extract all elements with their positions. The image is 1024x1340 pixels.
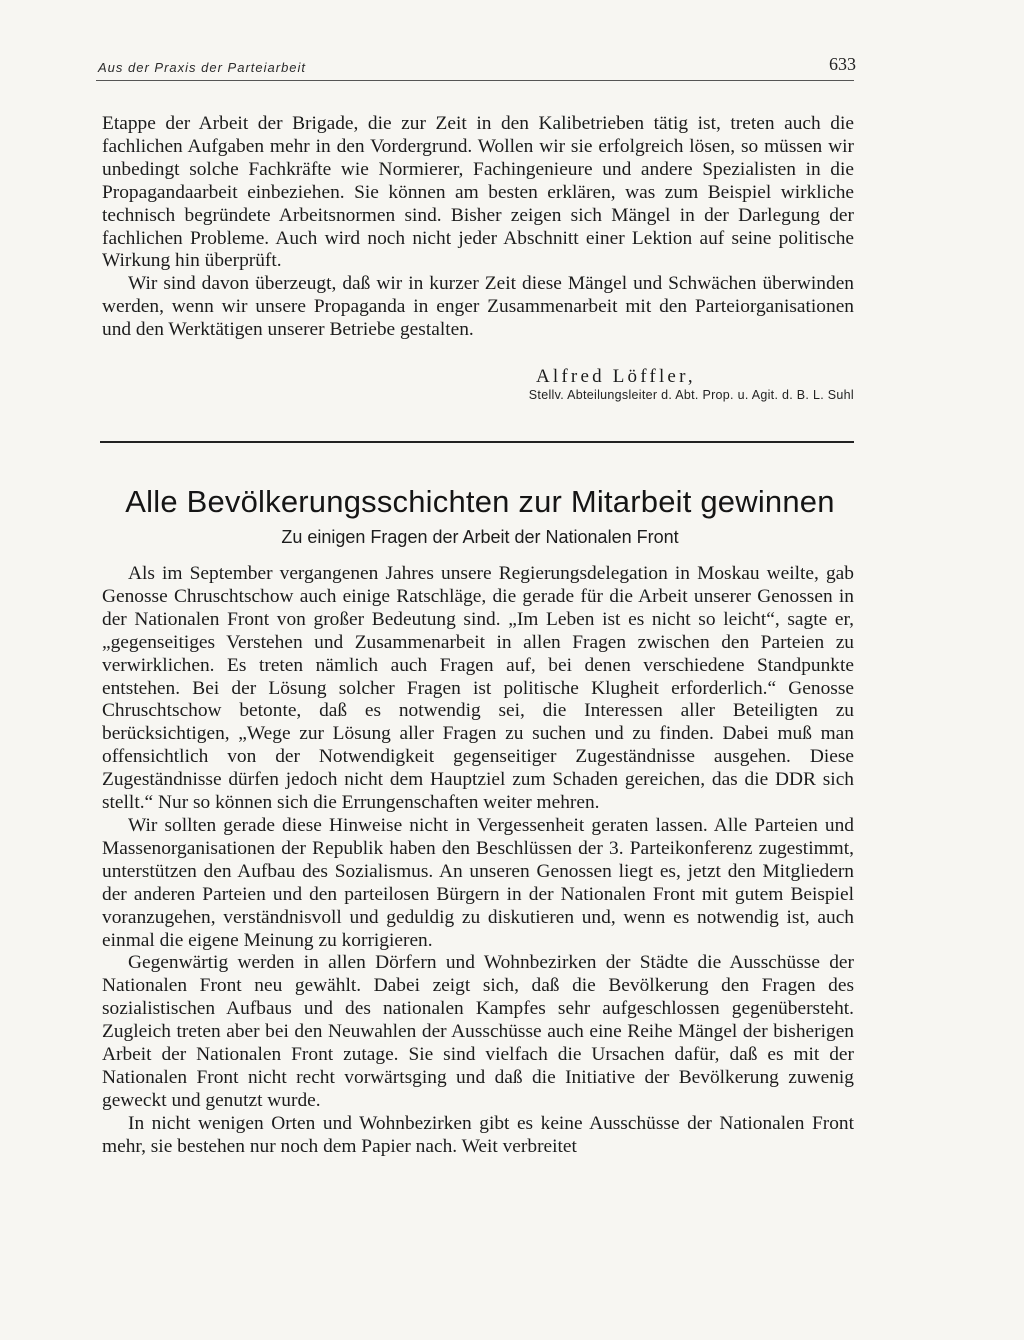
- author-signature: Alfred Löffler,: [536, 366, 696, 387]
- running-head: Aus der Praxis der Parteiarbeit: [98, 60, 307, 75]
- page-number: 633: [829, 54, 856, 74]
- paragraph: Als im September vergangenen Jahres unsere Regierungsdelegation in Moskau weilte, gab Genosse Chruschtschow auch einige Ratschläge, die gerade für die Arbeit unserer Genossen in der Nationalen Front von großer Bedeutung sind. „Im Leben ist es nicht so leicht“, sagte er, „gegenseitiges Verstehen und Zusammenarbeit in allen Fragen zwischen den Parteien zu verwirklichen. Es treten nämlich auch Fragen auf, bei denen verschiedene Standpunkte entstehen. Bei der Lösung solcher Fragen ist politische Klugheit erforderlich.“ Genosse Chruschtschow betonte, daß es notwendig sei, die Interessen aller Beteiligten zu berücksichtigen, „Wege zur Lösung aller Fragen zu suchen und zu finden. Dabei muß man offensichtlich von der Notwendigkeit gegenseitiger Zugeständnisse ausgehen. Diese Zugeständnisse dürfen jedoch nicht dem Hauptziel zum Schaden gereichen, das die DDR sich stellt.“ Nur so können sich die Errungenschaften weiter mehren.: [102, 563, 854, 814]
- paragraph: Wir sollten gerade diese Hinweise nicht in Vergessenheit geraten lassen. Alle Parteien und Massenorganisationen der Republik haben den Beschlüssen der 3. Parteikonferenz zugestimmt, unterstützen den Aufbau des Sozialismus. An unseren Genossen liegt es, jetzt den Mitgliedern der anderen Parteien und den parteilosen Bürgern in der Nationalen Front mit gutem Beispiel voranzugehen, verständnisvoll und geduldig zu diskutieren und, wenn es notwendig ist, auch einmal die eigene Meinung zu korrigieren.: [102, 814, 854, 951]
- paragraph: Etappe der Arbeit der Brigade, die zur Zeit in den Kalibetrieben tätig ist, treten auch die fachlichen Aufgaben mehr in den Vordergrund. Wollen wir sie erfolgreich lösen, so müssen wir unbedingt solche Fachkräfte wie Normierer, Fachingenieure und andere Spezialisten in die Propagandaarbeit einbeziehen. Sie können am besten erklären, was zum Beispiel wirkliche technisch begründete Arbeitsnormen sind. Bisher zeigen sich Mängel in der Darlegung der fachlichen Probleme. Auch wird noch nicht jeder Abschnitt einer Lektion auf seine politische Wirkung hin überprüft.: [102, 113, 854, 272]
- paragraph: In nicht wenigen Orten und Wohnbezirken gibt es keine Ausschüsse der Nationalen Front mehr, sie bestehen nur noch dem Papier nach. Weit verbreitet: [102, 1112, 854, 1157]
- article-title: Alle Bevölkerungsschichten zur Mitarbeit gewinnen: [125, 484, 835, 519]
- section-divider: [100, 441, 854, 443]
- previous-article-text: [102, 113, 854, 342]
- article-text: [102, 563, 854, 1159]
- author-role: Stellv. Abteilungsleiter d. Abt. Prop. u. Agit. d. B. L. Suhl: [528, 388, 854, 402]
- paragraph: Gegenwärtig werden in allen Dörfern und Wohnbezirken der Städte die Ausschüsse der Nationalen Front neu gewählt. Dabei zeigt sich, daß die Bevölkerung den Fragen des sozialistischen Aufbaus und des nationalen Kampfes sehr aufgeschlossen gegenübersteht. Zugleich treten aber bei den Neuwahlen der Ausschüsse auch eine Reihe Mängel der bisherigen Arbeit der Nationalen Front zutage. Sie sind vielfach die Ursachen dafür, daß es mit der Nationalen Front nicht recht vorwärtsging und daß die Initiative der Bevölkerung zuwenig geweckt und genutzt wurde.: [102, 952, 854, 1111]
- header-rule: [96, 80, 854, 81]
- paragraph: Wir sind davon überzeugt, daß wir in kurzer Zeit diese Mängel und Schwächen überwinden werden, wenn wir unsere Propaganda in enger Zusammenarbeit mit den Parteiorganisationen und den Werktätigen unserer Betriebe gestalten.: [102, 273, 854, 341]
- article-subtitle: Zu einigen Fragen der Arbeit der Nationalen Front: [281, 527, 679, 547]
